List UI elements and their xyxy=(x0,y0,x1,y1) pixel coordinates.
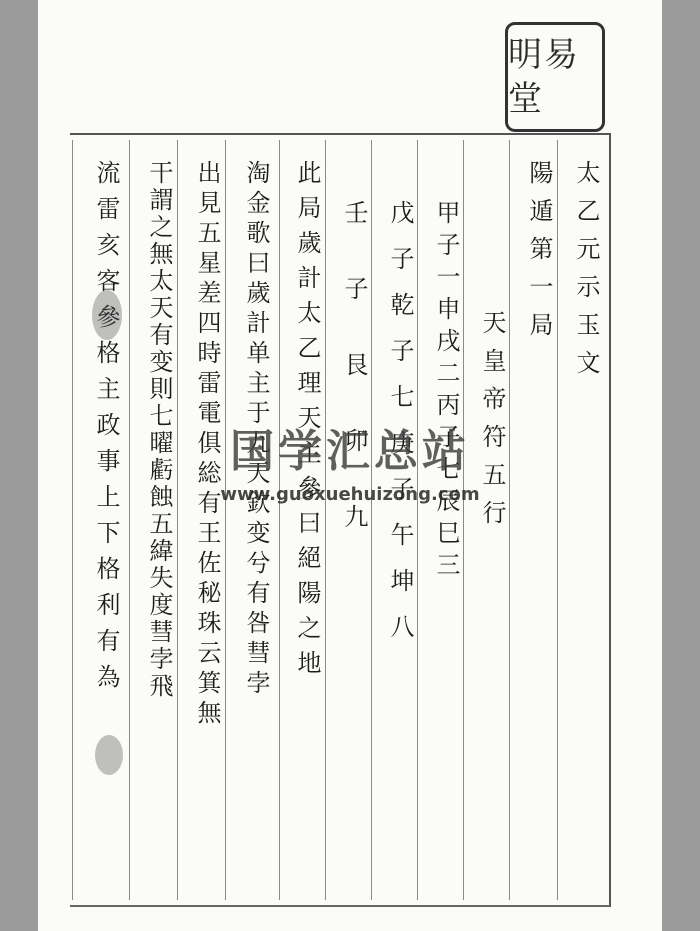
frame-bottom-border xyxy=(70,905,610,907)
text-column-7: 淘金歌曰歲計单主于九天欽变兮有咎彗孛 xyxy=(242,160,270,700)
frame-right-border xyxy=(609,133,611,907)
column-rule xyxy=(72,140,73,900)
text-column-4: 戊子乾子七庚子午坤八 xyxy=(386,200,414,660)
scan-smudge xyxy=(92,290,122,340)
text-column-9: 干謂之無太天有变則七曜虧蝕五緯失度彗孛飛 xyxy=(145,160,173,700)
text-column-2: 天皇帝符五行 xyxy=(478,310,506,538)
frame-top-border xyxy=(70,133,610,135)
text-column-8: 出見五星差四時雷電俱総有王佐秘珠云箕無 xyxy=(193,160,221,730)
watermark-text: 国学汇总站 xyxy=(230,426,470,477)
watermark-url: www.guoxuehuizong.com xyxy=(220,484,480,505)
column-rule xyxy=(279,140,280,900)
text-column-6: 此局歲計太乙理天主參曰絕陽之地 xyxy=(293,160,321,685)
column-rule xyxy=(129,140,130,900)
seal-text: 明易堂 xyxy=(508,35,580,119)
title-column: 太乙元示玉文 xyxy=(572,160,600,388)
scan-smudge xyxy=(95,735,123,775)
seal-stamp xyxy=(505,22,605,132)
text-column-3: 甲子一申戌二丙子七辰巳三 xyxy=(432,200,460,584)
text-column-1: 陽遁第一局 xyxy=(525,160,553,350)
text-column-10: 流雷亥客參格主政事上下格利有為 xyxy=(92,160,120,700)
text-column-5: 壬子艮卯九 xyxy=(340,200,368,580)
